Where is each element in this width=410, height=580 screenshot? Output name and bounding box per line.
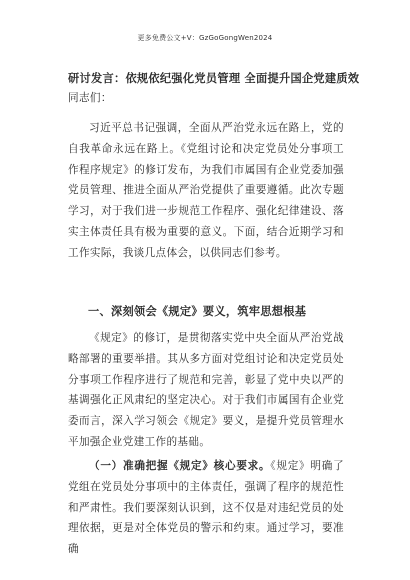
document-title: 研讨发言：依规依纪强化党员管理 全面提升国企党建质效 <box>68 71 360 85</box>
section-heading-1: 一、深刻领会《规定》要义，筑牢思想根基 <box>88 304 307 318</box>
paragraph-section-1: 《规定》的修订，是贯彻落实党中央全面从严治党战略部署的重要举措。其从多方面对党组讨论和决定党员处分事项工作程序进行了规范和完善，彰显了党中央以严的基调强化正风肃纪的坚定决心。对于我们市属国有企业党委而言，深入学习领会《规定》要义，是提升党员管理水平加强企业党建工作的基础。 <box>68 332 344 448</box>
subsection-heading-1: （一）准确把握《规定》核心要求。 <box>89 460 271 472</box>
paragraph-subsection-1 <box>68 456 344 560</box>
paragraph-intro: 习近平总书记强调，全面从严治党永远在路上，党的自我革命永远在路上。《党组讨论和决定党员处分事项工作程序规定》的修订发布，为我们市属国有企业党委加强党员管理、推进全面从严治党提供了重要遵循。此次专题学习，对于我们进一步规范工作程序、强化纪律建设、落实主体责任具有极为重要的意义。下面，结合近期学习和工作实际，我谈几点体会，以供同志们参考。 <box>68 122 344 259</box>
header-note: 更多免费公文+V：GzGoGongWen2024 <box>137 34 273 42</box>
subsection-body-1: 《规定》明确了党组在党员处分事项中的主体责任，强调了程序的规范性和严肃性。我们要深刻认识到，这不仅是对违纪党员的处理依据，更是对全体党员的警示和约束。通过学习，要准确 <box>68 460 344 556</box>
greeting: 同志们： <box>68 92 112 104</box>
